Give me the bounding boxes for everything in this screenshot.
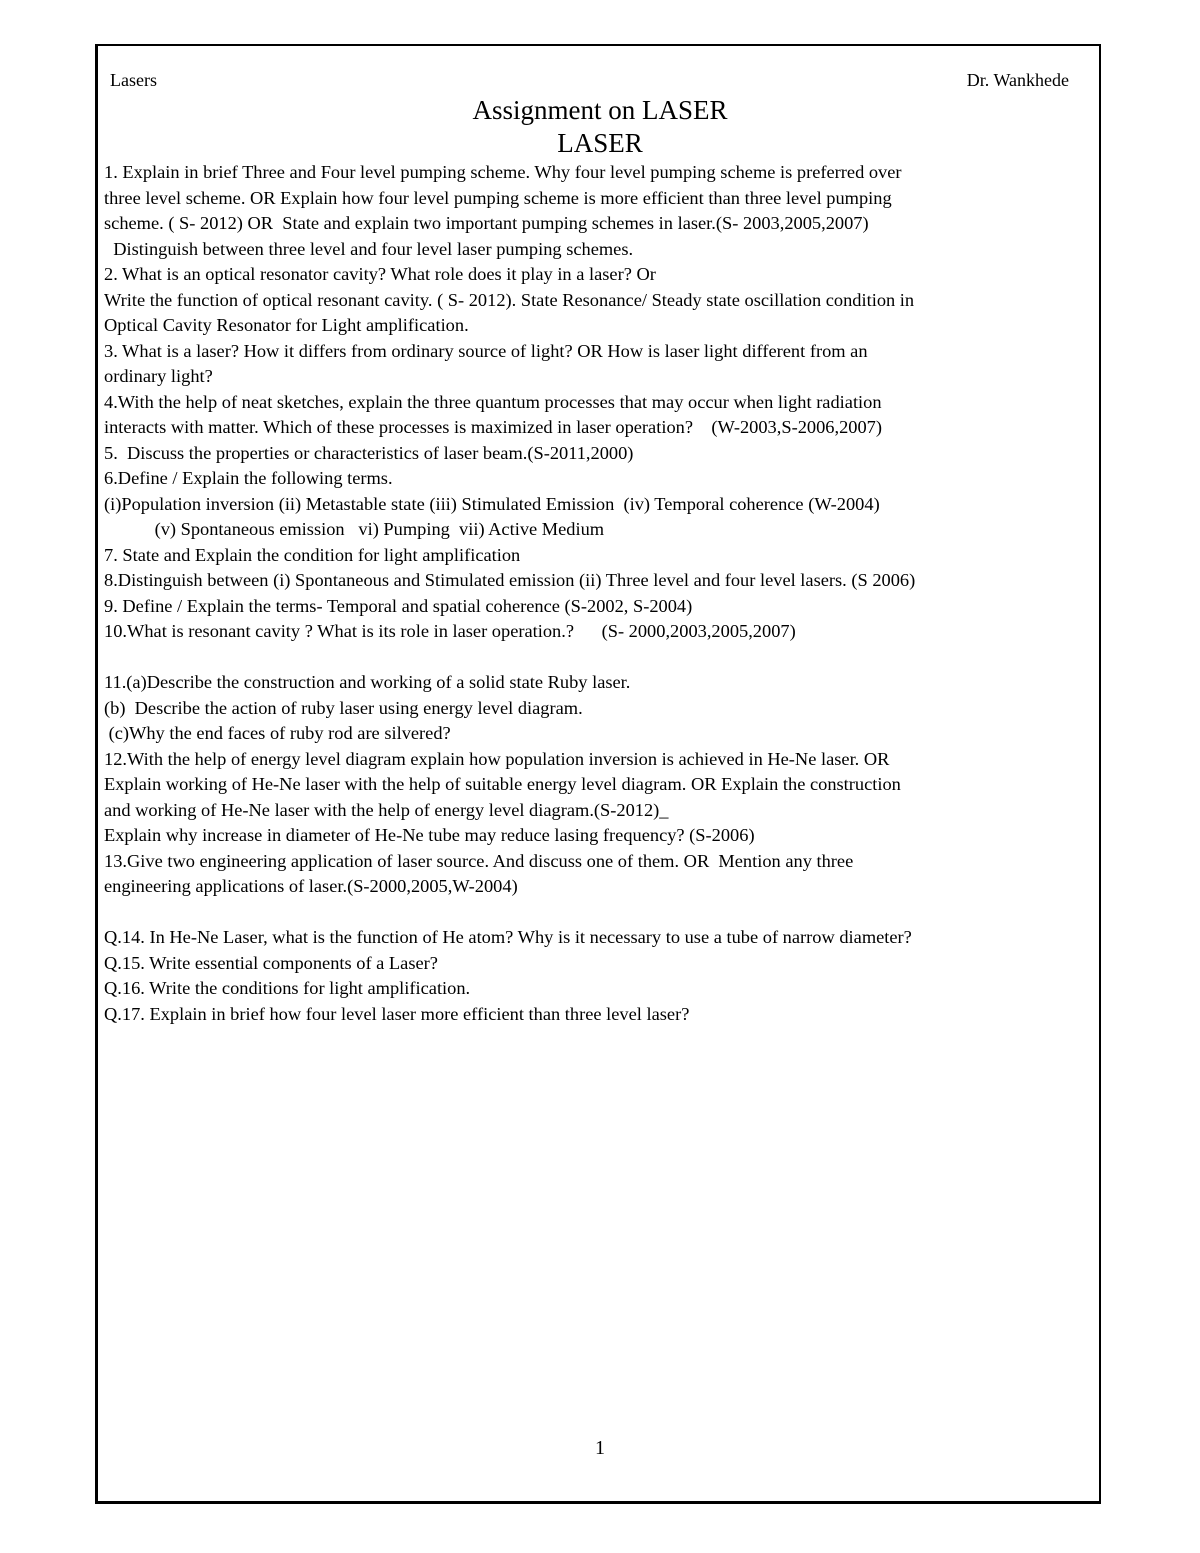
text-line: Explain working of He-Ne laser with the help of suitable energy level diagram. OR Explain the construction xyxy=(104,774,901,794)
text-line: Distinguish between three level and four level laser pumping schemes. xyxy=(104,238,634,259)
page-number: 1 xyxy=(595,1437,605,1459)
text-line: (i)Population inversion (ii) Metastable state (iii) Stimulated Emission (iv) Temporal coherence (W-2004) xyxy=(104,493,880,514)
text-line: interacts with matter. Which of these processes is maximized in laser operation? (W-2003,S-2006,2007) xyxy=(104,417,882,437)
text-line: Optical Cavity Resonator for Light amplification. xyxy=(104,315,469,335)
text-line: 1. Explain in brief Three and Four level pumping scheme. Why four level pumping scheme is preferred over xyxy=(104,162,902,182)
question-list xyxy=(104,160,1094,1027)
text-line: 11.(a)Describe the construction and working of a solid state Ruby laser. xyxy=(104,672,631,692)
text-line: Write the function of optical resonant cavity. ( S- 2012). State Resonance/ Steady state oscillation condition in xyxy=(104,289,915,310)
text-line: Q.16. Write the conditions for light amplification. xyxy=(104,978,471,998)
text-line: 13.Give two engineering application of laser source. And discuss one of them. OR Mention any three xyxy=(104,850,854,871)
text-line: 7. State and Explain the condition for light amplification xyxy=(104,544,521,565)
blank-line xyxy=(104,645,1094,671)
text-line: and working of He-Ne laser with the help of energy level diagram.(S-2012)_ xyxy=(104,799,669,820)
header-author: Dr. Wankhede xyxy=(966,70,1069,90)
document-title: Assignment on LASER xyxy=(472,95,728,125)
text-line: 3. What is a laser? How it differs from ordinary source of light? OR How is laser light different from an xyxy=(104,340,868,361)
text-line: scheme. ( S- 2012) OR State and explain two important pumping schemes in laser.(S- 2003,2005,2007) xyxy=(104,213,869,233)
text-line: 6.Define / Explain the following terms. xyxy=(104,468,393,488)
text-line: 10.What is resonant cavity ? What is its role in laser operation.? (S- 2000,2003,2005,2007) xyxy=(104,621,796,641)
header-course: Lasers xyxy=(110,70,157,90)
text-line: three level scheme. OR Explain how four level pumping scheme is more efficient than three level pumping xyxy=(104,187,892,208)
text-line: ordinary light? xyxy=(104,366,213,386)
text-line: 8.Distinguish between (i) Spontaneous and Stimulated emission (ii) Three level and four level lasers. (S 2006) xyxy=(104,570,916,590)
text-line: engineering applications of laser.(S-2000,2005,W-2004) xyxy=(104,876,518,896)
text-line: 9. Define / Explain the terms- Temporal and spatial coherence (S-2002, S-2004) xyxy=(104,595,693,616)
text-line: 2. What is an optical resonator cavity? What role does it play in a laser? Or xyxy=(104,264,656,284)
text-line: 12.With the help of energy level diagram explain how population inversion is achieved in He-Ne laser. OR xyxy=(104,748,890,769)
document-subtitle: LASER xyxy=(557,128,643,158)
text-line: (c)Why the end faces of ruby rod are silvered? xyxy=(104,723,451,743)
blank-line xyxy=(104,900,1094,926)
text-line: (v) Spontaneous emission vi) Pumping vii) Active Medium xyxy=(104,519,605,539)
text-line: Q.17. Explain in brief how four level laser more efficient than three level laser? xyxy=(104,1003,690,1024)
text-line: 4.With the help of neat sketches, explain the three quantum processes that may occur when light radiation xyxy=(104,391,882,412)
text-line: Q.14. In He-Ne Laser, what is the function of He atom? Why is it necessary to use a tube of narrow diameter? xyxy=(104,927,912,947)
text-line: Explain why increase in diameter of He-Ne tube may reduce lasing frequency? (S-2006) xyxy=(104,825,755,845)
text-line: 5. Discuss the properties or characteristics of laser beam.(S-2011,2000) xyxy=(104,442,634,463)
text-line: Q.15. Write essential components of a Laser? xyxy=(104,952,438,973)
text-line: (b) Describe the action of ruby laser using energy level diagram. xyxy=(104,697,583,718)
